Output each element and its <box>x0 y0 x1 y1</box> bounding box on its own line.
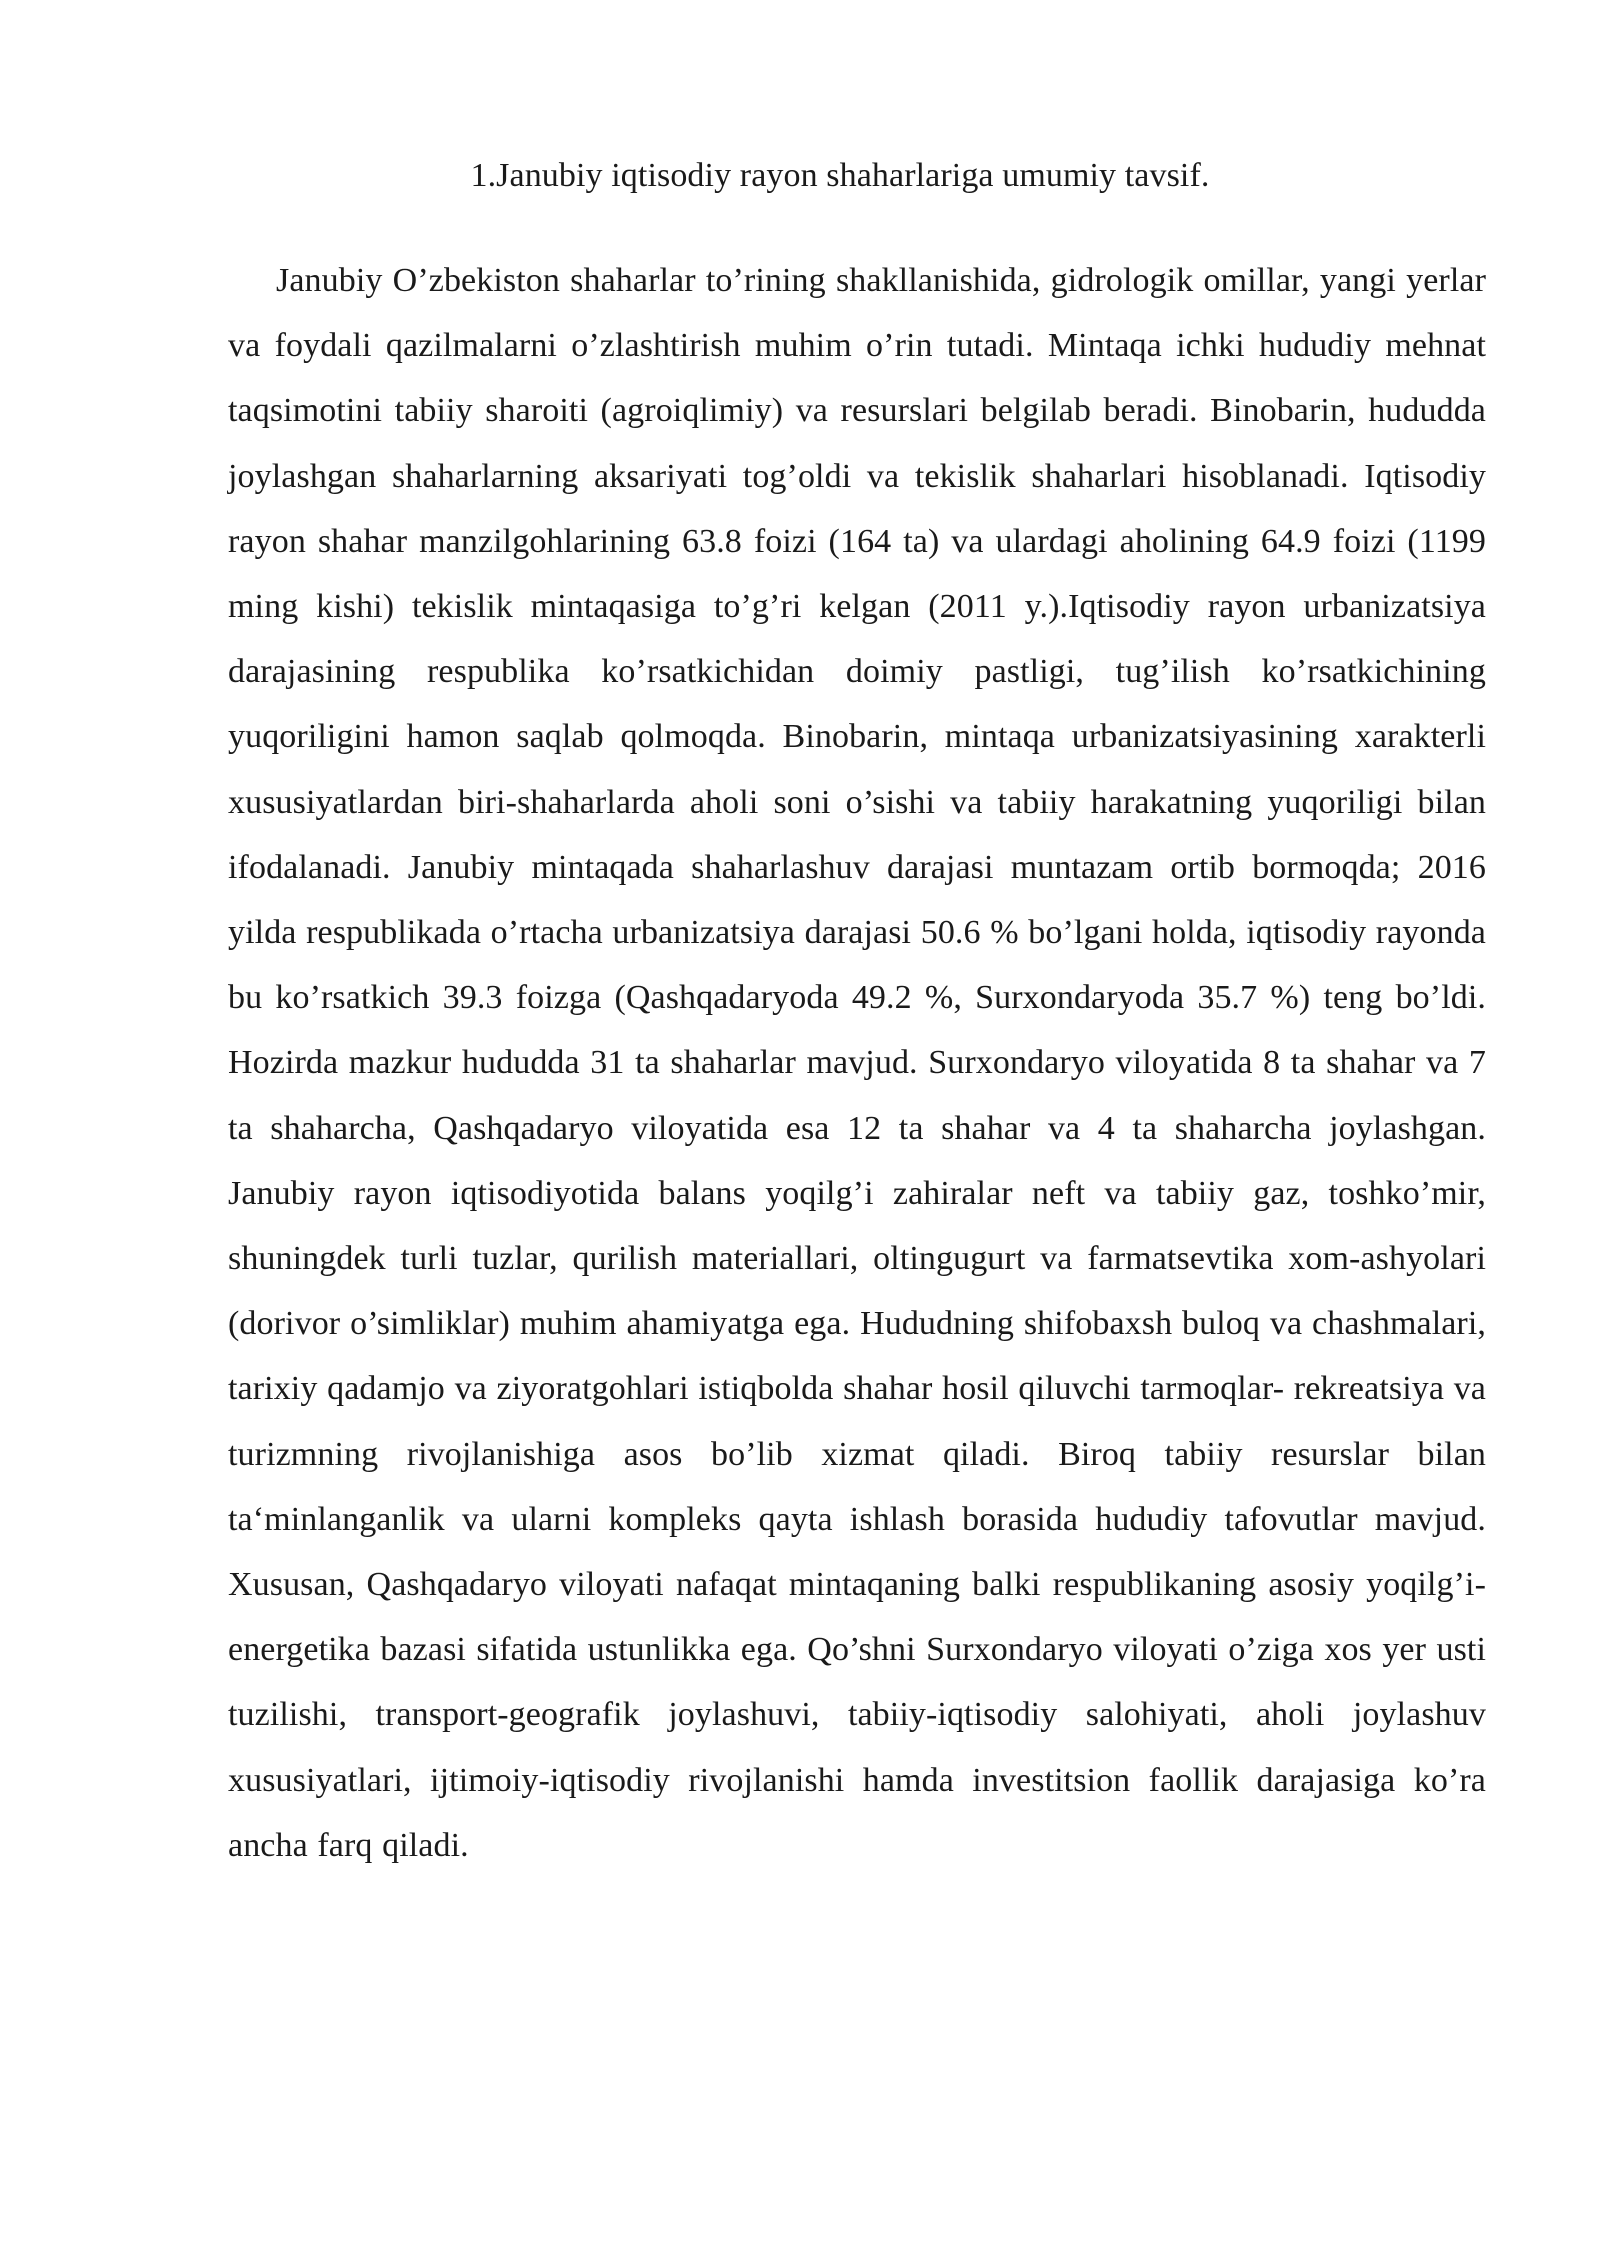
body-paragraph: Janubiy O’zbekiston shaharlar to’rining shakllanishida, gidrologik omillar, yangi yerlar va foydali qazilmalarni o’zlashtirish muhim o’rin tutadi. Mintaqa ichki hududiy mehnat taqsimotini tabiiy sharoiti (agroiqlimiy) va resurslari belgilab beradi. Binobarin, hududda joylashgan shaharlarning aksariyati tog’oldi va tekislik shaharlari hisoblanadi. Iqtisodiy rayon shahar manzilgohlarining 63.8 foizi (164 ta) va ulardagi aholining 64.9 foizi (1199 ming kishi) tekislik mintaqasiga to’g’ri kelgan (2011 y.).Iqtisodiy rayon urbanizatsiya darajasining respublika ko’rsatkichidan doimiy pastligi, tug’ilish ko’rsatkichining yuqoriligini hamon saqlab qolmoqda. Binobarin, mintaqa urbanizatsiyasining xarakterli xususiyatlardan biri-shaharlarda aholi soni o’sishi va tabiiy harakatning yuqoriligi bilan ifodalanadi. Janubiy mintaqada shaharlashuv darajasi muntazam ortib bormoqda; 2016 yilda respublikada o’rtacha urbanizatsiya darajasi 50.6 % bo’lgani holda, iqtisodiy rayonda bu ko’rsatkich 39.3 foizga (Qashqadaryoda 49.2 %, Surxondaryoda 35.7 %) teng bo’ldi. Hozirda mazkur hududda 31 ta shaharlar mavjud. Surxondaryo viloyatida 8 ta shahar va 7 ta shaharcha, Qashqadaryo viloyatida esa 12 ta shahar va 4 ta shaharcha joylashgan. Janubiy rayon iqtisodiyotida balans yoqilg’i zahiralar neft va tabiiy gaz, toshko’mir, shuningdek turli tuzlar, qurilish materiallari, oltingugurt va farmatsevtika xom-ashyolari (dorivor o’simliklar) muhim ahamiyatga ega. Hududning shifobaxsh buloq va chashmalari, tarixiy qadamjo va ziyoratgohlari istiqbolda shahar hosil qiluvchi tarmoqlar- rekreatsiya va turizmning rivojlanishiga asos bo’lib xizmat qiladi. Biroq tabiiy resurslar bilan ta‘minlanganlik va ularni kompleks qayta ishlash borasida hududiy tafovutlar mavjud. Xususan, Qashqadaryo viloyati nafaqat mintaqaning balki respublikaning asosiy yoqilg’i-energetika bazasi sifatida ustunlikka ega. Qo’shni Surxondaryo viloyati o’ziga xos yer usti tuzilishi, transport-geografik joylashuvi, tabiiy-iqtisodiy salohiyati, aholi joylashuv xususiyatlari, ijtimoiy-iqtisodiy rivojlanishi hamda investitsion faollik darajasiga ko’ra ancha farq qiladi. <box>228 262 1486 1864</box>
section-heading: 1.Janubiy iqtisodiy rayon shaharlariga umumiy tavsif. <box>470 157 1210 194</box>
